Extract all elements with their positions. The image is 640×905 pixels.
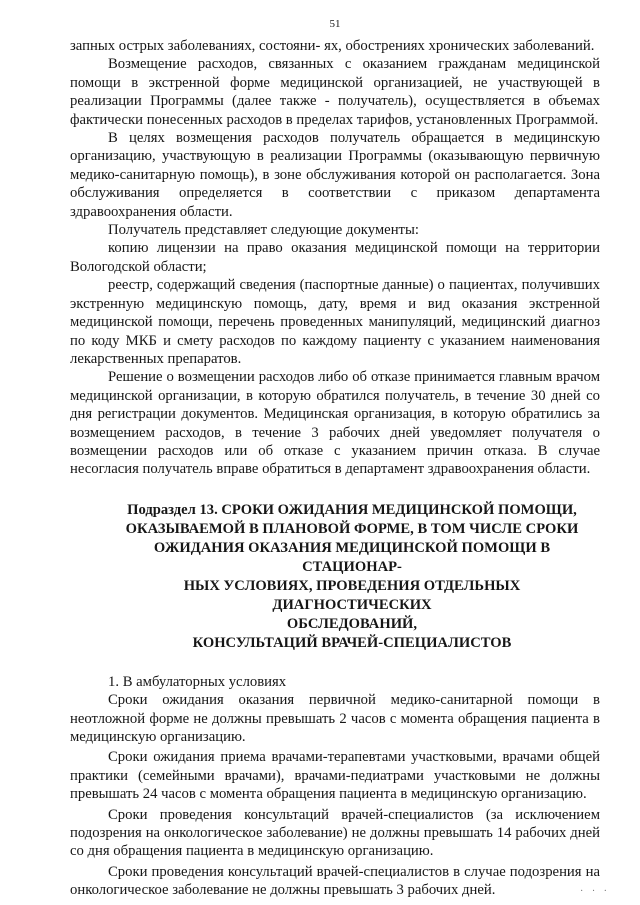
heading-line: КОНСУЛЬТАЦИЙ ВРАЧЕЙ-СПЕЦИАЛИСТОВ	[192, 634, 512, 651]
paragraph-therapists: Сроки ожидания приема врачами-терапевтами участковыми, врачами общей практики (семейными врачами), врачами-педиатрами участковыми не должны превышать 24 часов с момента обращения пациента в медицинскую организацию.	[70, 749, 600, 803]
paragraph-continuation: запных острых заболеваниях, состояни- ях, обострениях хронических заболеваний.	[70, 38, 595, 54]
list-item-outpatient: 1. В амбулаторных условиях	[108, 673, 287, 690]
paragraph-registry: реестр, содержащий сведения (паспортные данные) о пациентах, получивших экстренную медицинскую помощь, дату, время и вид оказания экстренной медицинской помощи, перечень проведенных манипуляций, медицинский диагноз по коду МКБ и смету расходов по каждому пациенту с указанием наименования лекарственных препаратов.	[70, 277, 600, 367]
heading-line: Подраздел 13. СРОКИ ОЖИДАНИЯ МЕДИЦИНСКОЙ ПОМОЩИ,	[127, 501, 577, 518]
page-number: 51	[329, 18, 341, 30]
heading-line: ОКАЗЫВАЕМОЙ В ПЛАНОВОЙ ФОРМЕ, В ТОМ ЧИСЛЕ СРОКИ	[125, 520, 579, 537]
paragraph-application: В целях возмещения расходов получатель обращается в медицинскую организацию, участвующую в реализации Программы (оказывающую первичную медико-санитарную помощь), в зоне обслуживания которой он располагается. Зона обслуживания определяется в соответствии с приказом департамента здравоохранения области.	[70, 130, 600, 220]
paragraph-reimbursement: Возмещение расходов, связанных с оказанием гражданам медицинской помощи в экстренной форме медицинской организацией, не участвующей в реализации Программы (далее также - получатель), осуществляется в объемах фактически понесенных расходов в пределах тарифов, установленных Программой.	[70, 56, 600, 128]
heading-line: ОЖИДАНИЯ ОКАЗАНИЯ МЕДИЦИНСКОЙ ПОМОЩИ В СТАЦИОНАР-	[153, 539, 551, 575]
paragraph-documents-intro: Получатель представляет следующие документы:	[108, 222, 419, 239]
heading-line: НЫХ УСЛОВИЯХ, ПРОВЕДЕНИЯ ОТДЕЛЬНЫХ ДИАГНОСТИЧЕСКИХ	[183, 577, 521, 613]
paragraph-urgent-care: Сроки ожидания оказания первичной медико-санитарной помощи в неотложной форме не должны превышать 2 часов с момента обращения пациента в медицинскую организацию.	[70, 692, 600, 745]
paragraph-oncology: Сроки проведения консультаций врачей-специалистов в случае подозрения на онкологическое заболевание не должны превышать 3 рабочих дней.	[70, 863, 600, 899]
paragraph-decision: Решение о возмещении расходов либо об отказе принимается главным врачом медицинской организации, в которую обратился получатель, в течение 30 дней со дня регистрации документов. Медицинская организация, в которую обратились за возмещением расходов, в течение 3 рабочих дней уведомляет получателя о возмещении расходов или об отказе с указанием причин отказа. В случае несогласия получатель вправе обратиться в департамент здравоохранения области.	[70, 369, 600, 478]
paragraph-license-copy: копию лицензии на право оказания медицинской помощи на территории Вологодской области;	[70, 240, 600, 275]
paragraph-specialists: Сроки проведения консультаций врачей-специалистов (за исключением подозрения на онкологическое заболевание) не должны превышать 14 рабочих дней со дня обращения пациента в медицинскую организацию.	[70, 806, 600, 860]
section-heading	[70, 501, 600, 653]
heading-line: ОБСЛЕДОВАНИЙ,	[286, 615, 418, 632]
scan-artifact-marks: · · ·	[580, 885, 610, 897]
